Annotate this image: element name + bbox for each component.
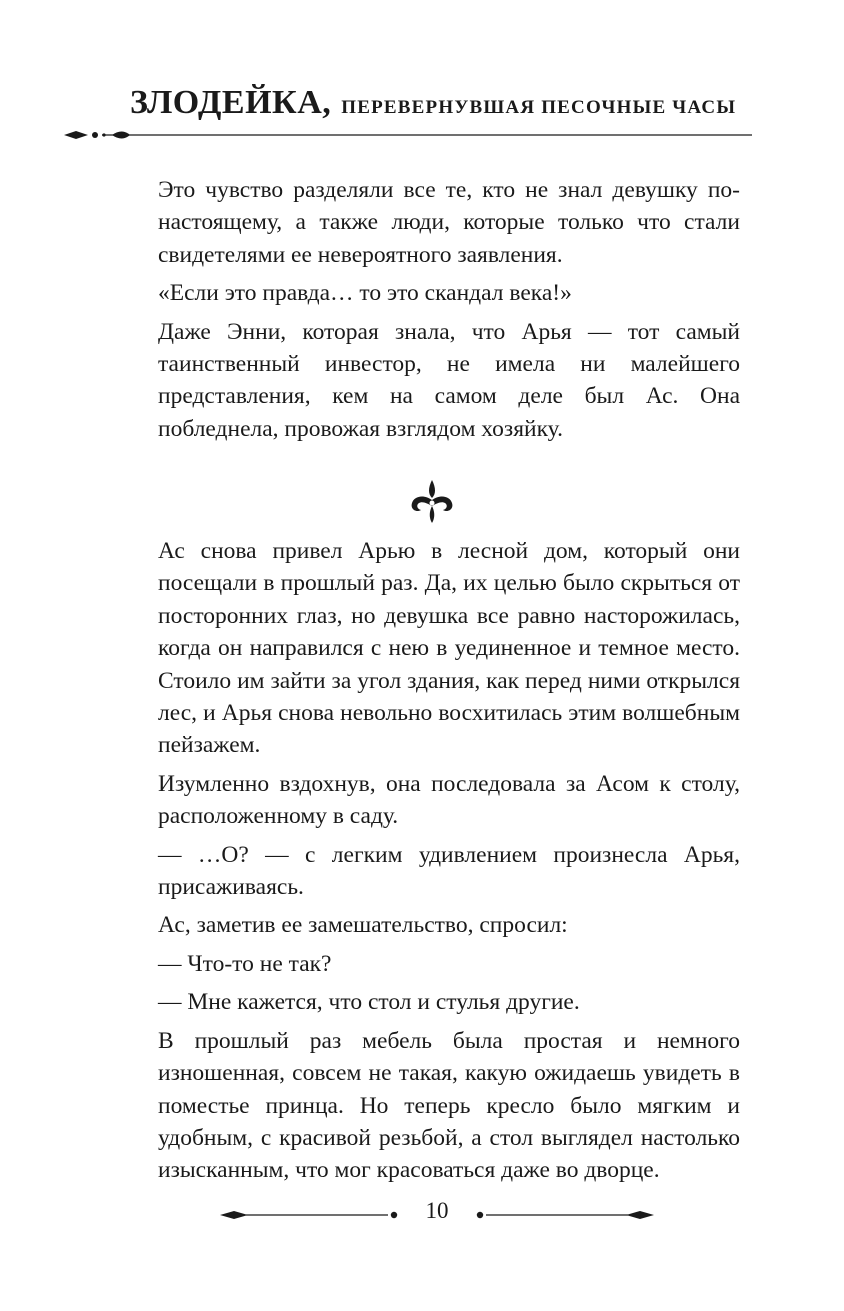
paragraph: Изумленно вздохнув, она последовала за Асом к столу, расположенному в саду. xyxy=(158,770,740,830)
page-number: 10 xyxy=(425,1198,449,1223)
paragraph: В прошлый раз мебель была простая и немного изношенная, совсем не такая, какую ожидаешь увидеть в поместье принца. Но теперь кресло было мягким и удобным, с красивой резьбой, а стол выглядел настолько изысканным, что мог красоваться даже во дворце. xyxy=(158,1027,740,1184)
footer-rule-left-ornament xyxy=(220,1205,402,1225)
header-rule-ornament xyxy=(62,124,752,146)
paragraph: — Что-то не так? xyxy=(158,950,332,977)
running-header xyxy=(0,0,844,150)
book-title-main: ЗЛОДЕЙКА, xyxy=(130,84,332,121)
section-one-text xyxy=(158,174,740,445)
paragraph: — Мне кажется, что стол и стулья другие. xyxy=(158,989,580,1016)
paragraph: Ас снова привел Арью в лесной дом, который они посещали в прошлый раз. Да, их целью было скрыться от посторонних глаз, но девушка все равно насторожилась, когда он направился с нею в уединенное и темное место. Стоило им зайти за угол здания, как перед ними открылся лес, и Арья снова невольно восхитилась этим волшебным пейзажем. xyxy=(158,538,740,759)
book-title xyxy=(130,84,736,122)
section-break-ornament-icon xyxy=(402,476,462,526)
paragraph: «Если это правда… то это скандал века!» xyxy=(158,280,572,307)
paragraph: Даже Энни, которая знала, что Арья — тот самый таинственный инвестор, не имела ни малейшего представления, кем на самом деле был Ас. Она побледнела, провожая взглядом хозяйку. xyxy=(158,318,740,442)
book-title-sub: ПЕРЕВЕРНУВШАЯ ПЕСОЧНЫЕ ЧАСЫ xyxy=(341,97,737,118)
paragraph: — …О? — с легким удивлением произнесла Арья, присаживаясь. xyxy=(158,841,740,901)
section-two-text xyxy=(158,535,740,1187)
page-footer xyxy=(0,1195,844,1235)
paragraph: Это чувство разделяли все те, кто не знал девушку по-настоящему, а также люди, которые только что стали свидетелями ее невероятного заявления. xyxy=(158,177,740,268)
footer-rule-right-ornament xyxy=(472,1205,654,1225)
paragraph: Ас, заметив ее замешательство, спросил: xyxy=(158,912,568,939)
